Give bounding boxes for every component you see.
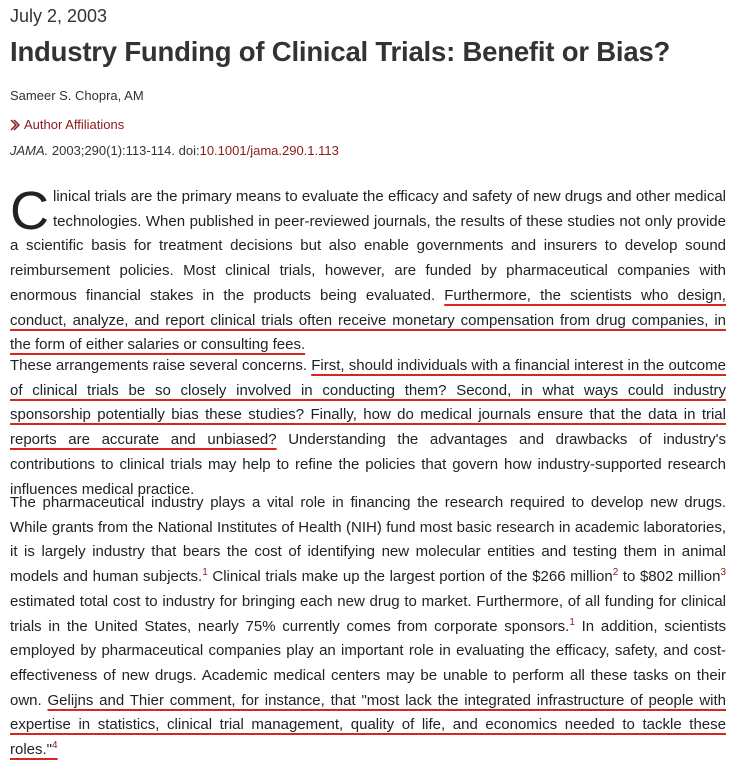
highlighted-passage-1: Furthermore, the scientists who design, conduct, analyze, and report clinical trials often receive monetary compensation from drug companies, in the form of either salaries or consulting fees. (10, 286, 726, 354)
paragraph-3 (10, 491, 726, 763)
drop-cap: C (10, 181, 49, 241)
highlighted-passage-3-text: Gelijns and Thier comment, for instance, that "most lack the integrated infrastructure of people with expertise in statistics, clinical trial management, quality of life, and economics needed to tackle these roles." (10, 691, 727, 759)
publication-date: July 2, 2003 (10, 6, 108, 26)
reference-link-1[interactable]: 1 (202, 567, 208, 579)
paragraph-3-text-e: In addition, scientists employed by pharmaceutical companies play an important role in evaluating the efficacy, safety, and cost-effectiveness of new drugs. Academic medical centers may be unable to perform all these tasks on their own. (10, 617, 726, 709)
reference-link-2[interactable]: 2 (612, 567, 619, 579)
author-name[interactable]: Sameer S. Chopra, AM (10, 88, 144, 103)
author-affiliations-label: Author Affiliations (24, 117, 125, 132)
paragraph-3-text-c: to $802 million (618, 568, 721, 586)
citation-journal: JAMA. (10, 143, 49, 158)
highlighted-passage-3 (10, 692, 726, 758)
paragraph-3-text-d: estimated total cost to industry for bringing each new drug to market. Furthermore, of all funding for clinical trials in the United States, nearly 75% currently comes from corporate sponsors. (10, 592, 726, 635)
reference-link-1-repeat[interactable]: 1 (569, 616, 575, 628)
paragraph-1 (10, 181, 726, 358)
reference-link-4[interactable]: 4 (52, 740, 58, 752)
paragraph-2-text-start: These arrangements raise several concerns. (10, 357, 312, 374)
paragraph-2 (10, 354, 726, 502)
author-affiliations-toggle[interactable] (10, 117, 124, 132)
chevron-right-icon (10, 119, 20, 131)
citation-line (10, 143, 339, 158)
paragraph-2-text-end: Understanding the advantages and drawbacks of industry's contributions to clinical trials may help to refine the policies that govern how industry-supported research influences medical practice. (10, 431, 726, 498)
citation-details: 2003;290(1):113-114. doi: (48, 143, 200, 158)
doi-link[interactable]: 10.1001/jama.290.1.113 (199, 143, 339, 158)
reference-link-3[interactable]: 3 (720, 567, 726, 579)
paragraph-3-text-a: The pharmaceutical industry plays a vital role in financing the research required to develop new drugs. While grants from the National Institutes of Health (NIH) fund most basic research in academic laboratories, it is largely industry that bears the cost of identifying new molecular entities and testing them in animal models and human subjects. (10, 494, 726, 586)
highlighted-passage-2: First, should individuals with a financial interest in the outcome of clinical trials be so closely involved in conducting them? Second, in what ways could industry sponsorship potentially bias these studies? Finally, how do medical journals ensure that the data in trial reports are accurate and unbiased? (10, 357, 726, 449)
article-title: Industry Funding of Clinical Trials: Benefit or Bias? (10, 36, 671, 67)
paragraph-3-text-b: Clinical trials make up the largest portion of the $266 million (207, 568, 613, 586)
paragraph-1-text: linical trials are the primary means to evaluate the efficacy and safety of new drugs and other medical technologies. When published in peer-reviewed journals, the results of these studies not only provide a scientific basis for treatment decisions but also enable governments and insurers to develop sound reimbursement policies. Most clinical trials, however, are funded by pharmaceutical companies with enormous financial stakes in the products being evaluated. (10, 188, 726, 304)
